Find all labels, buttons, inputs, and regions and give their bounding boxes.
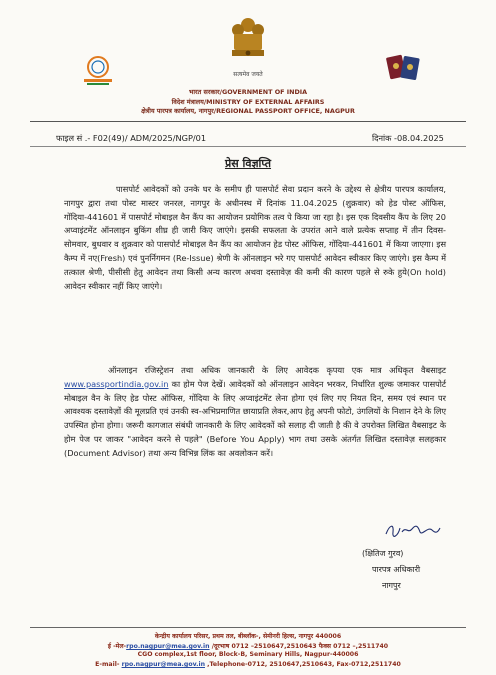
para2-text-b: का होम पेज देखें। आवेदकों को ऑनलाइन आवेदन भरकर, निर्धारित शुल्क जमाकर पासपोर्ट मोबाइल वैन के लिए हेड पोस्ट ऑफिस, गोंदिया के लिए अप्वाइंटमेंट लेना होगा एवं लिए गए नियत दिन, समय एवं स्थान पर आवश्यक दस्तावेज़ों की मूलप्रति एवं उनकी स्व-अभिप्रमाणित छायाप्रति लेकर,आप हेतु अपनी फोटो, उंगलियों के निशान देने के लिए उपस्थित होना होगा। जरूरी कागजात संबंधी जानकारी के लिए आवेदकों को सलाह दी जाती है की वे उपरोक्त लिखित वैबसाइट के होम पेज पर जाकर "आवेदन करने से पहले" (Before You Apply) भाग तथा उसके अंतर्गत लिखित दस्तावेज़ सलहकार (Document Advisor) तथा अन्य विभिन्न लिंक का अवलोकन करें। <box>64 378 446 458</box>
body-paragraph-1: पासपोर्ट आवेदकों को उनके घर के समीप ही पासपोर्ट सेवा प्रदान करने के उद्देश्य से क्षेत्रीय पारपत्र कार्यालय, नागपुर द्वारा तथा पोस्ट मास्टर जनरल, नागपुर के अधीनस्थ में दिनांक 11.04.2025 (शुक्रवार) को हेड पोस्ट ऑफिस, गोंदिया-441601 में पासपोर्ट मोबाइल वैन कैंप का आयोजन प्रयोगिक तत्व पे किया जा रहा है। इस एक दिवसीय कैंप के लिए 20 अप्वाइंटमेंट ऑनलाइन बुकिंग शीघ्र ही जारी किए जाएंगे। इसकी सफलता के उपरांत आने वाले प्रत्येक सप्ताह में तीन दिवस- सोमवार, बुधवार व शुक्रवार को पासपोर्ट मोबाइल वैन कैंप का आयोजन हेड पोस्ट ऑफिस, गोंदिया-441601 में किया जाएगा। इस कैम्प में नए(Fresh) एवं पुनर्निगमन (Re-Issue) श्रेणी के ऑनलाइन भरे गए पासपोर्ट आवेदन स्वीकार किए जाएंगे। इस कैम्प में तत्काल श्रेणी, पीसीसी हेतु आवेदन तथा किसी अन्य कारण अथवा दस्तावेज़ की कमी की कारण पहले से रुके हुये(On hold) आवेदन स्वीकार नहीं किए जाएंगे। <box>64 184 446 291</box>
motto: सत्यमेव जयते <box>233 71 263 78</box>
footer-email-label-hi: ई -मेल- <box>107 643 127 650</box>
document-title: प्रेस विज्ञप्ति <box>224 157 272 170</box>
footer-phone-en: ,Telephone-0712, 2510647,2510643, Fax-0712,2511740 <box>204 661 401 668</box>
meta-divider <box>30 146 466 147</box>
national-emblem-icon <box>226 12 270 66</box>
handwritten-signature <box>384 520 442 540</box>
footer-contact-hindi <box>0 641 496 650</box>
government-line: भारत सरकार/GOVERNMENT OF INDIA <box>188 88 308 96</box>
footer-address-english: CGO complex,1st floor, Block-B, Seminary Hills, Nagpur-440006 <box>137 651 359 658</box>
file-number: फाइल सं .- F02(49)/ ADM/2025/NGP/01 <box>56 133 207 143</box>
footer-phone-hi: /दूरभाष 0712 –2510647,2510643 फैक्स 0712 –,2511740 <box>209 643 389 650</box>
para2-text-a: ऑनलाइन रजिस्ट्रेशन तथा अधिक जानकारी के लिए आवेदक कृपया एक मात्र अधिकृत वैबसाइट <box>108 365 446 375</box>
passport-seva-logo <box>382 52 426 84</box>
office-line: क्षेत्रीय पारपत्र कार्यालय, नागपुर/REGIONAL PASSPORT OFFICE, NAGPUR <box>141 107 355 115</box>
footer-email-link-en[interactable]: rpo.nagpur@mea.gov.in <box>121 661 205 668</box>
signatory-city: नागपुर <box>382 581 401 590</box>
footer-contact-english <box>0 661 496 668</box>
ministry-line: विदेश मंत्रालय/MINISTRY OF EXTERNAL AFFAIRS <box>171 98 325 106</box>
website-link[interactable]: www.passportindia.gov.in <box>64 378 169 389</box>
footer-address-hindi: केन्द्रीय कार्यालय परिसर, प्रथम तल, बीब्लॉक-, सेमीनरी हिल्स, नागपुर 440006 <box>154 633 342 640</box>
footer-divider <box>30 627 466 628</box>
body-paragraph-2 <box>64 364 446 461</box>
letterhead <box>0 0 496 128</box>
footer-email-label-en: E-mail- <box>95 661 122 668</box>
header-divider <box>30 121 466 122</box>
signatory-name: (क्षितिज गुरव) <box>362 549 404 558</box>
signatory-designation: पारपत्र अधिकारी <box>372 565 421 574</box>
footer-email-link-hi[interactable]: rpo.nagpur@mea.gov.in <box>126 643 210 650</box>
issue-date: दिनांक -08.04.2025 <box>372 133 444 143</box>
